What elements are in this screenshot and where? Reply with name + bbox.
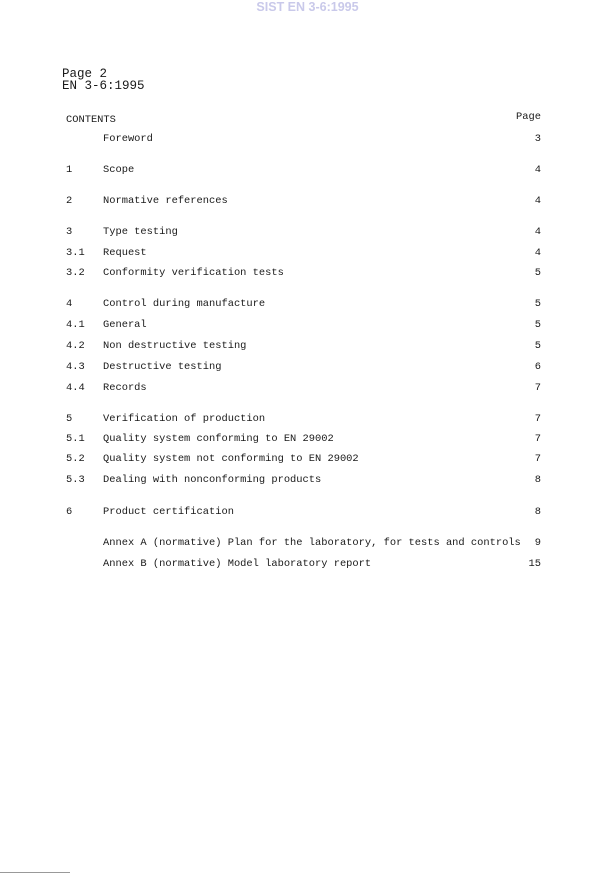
toc-page: 3 [534,133,541,145]
divider [0,872,70,873]
toc-title: Conformity verification tests [103,267,284,279]
toc-page: 7 [534,433,541,445]
toc-page: 7 [534,413,541,425]
toc-title: Quality system conforming to EN 29002 [103,433,334,445]
toc-title: Control during manufacture [103,298,266,310]
toc-title: Scope [103,164,135,176]
toc-number: 4 [66,298,73,310]
document-id: EN 3-6:1995 [62,79,145,93]
toc-number: 4.4 [66,382,85,394]
toc-title: Dealing with nonconforming products [103,474,322,486]
page-column-heading: Page [516,111,541,123]
page-number: Page 2 [62,67,108,81]
toc-number: 4.1 [66,319,85,331]
toc-page: 4 [534,164,541,176]
toc-number: 5.3 [66,474,85,486]
toc-number: 6 [66,506,73,518]
toc-page: 8 [534,474,541,486]
toc-page: 8 [534,506,541,518]
toc-page: 7 [534,453,541,465]
toc-number: 4.2 [66,340,85,352]
toc-number: 5 [66,413,73,425]
watermark: SIST EN 3-6:1995 [256,0,359,14]
toc-title: General [103,319,147,331]
toc-page: 9 [534,537,541,549]
contents-heading: CONTENTS [66,114,116,126]
toc-number: 3.2 [66,267,85,279]
toc-number: 5.2 [66,453,85,465]
toc-title: Product certification [103,506,234,518]
toc-number: 4.3 [66,361,85,373]
toc-page: 4 [534,195,541,207]
toc-title: Verification of production [103,413,266,425]
toc-title: Annex B (normative) Model laboratory report [103,558,372,570]
toc-page: 5 [534,340,541,352]
toc-number: 3 [66,226,73,238]
toc-number: 1 [66,164,73,176]
toc-page: 15 [528,558,541,570]
toc-number: 5.1 [66,433,85,445]
toc-number: 3.1 [66,247,85,259]
toc-title: Request [103,247,147,259]
toc-title: Non destructive testing [103,340,247,352]
toc-page: 5 [534,298,541,310]
toc-page: 6 [534,361,541,373]
toc-title: Foreword [103,133,153,145]
toc-page: 4 [534,226,541,238]
toc-title: Records [103,382,147,394]
toc-title: Quality system not conforming to EN 29002 [103,453,359,465]
toc-title: Annex A (normative) Plan for the laboratory, for tests and controls [103,537,521,549]
toc-title: Destructive testing [103,361,222,373]
toc-page: 4 [534,247,541,259]
toc-page: 7 [534,382,541,394]
toc-title: Normative references [103,195,228,207]
toc-page: 5 [534,267,541,279]
toc-title: Type testing [103,226,178,238]
toc-page: 5 [534,319,541,331]
toc-number: 2 [66,195,73,207]
